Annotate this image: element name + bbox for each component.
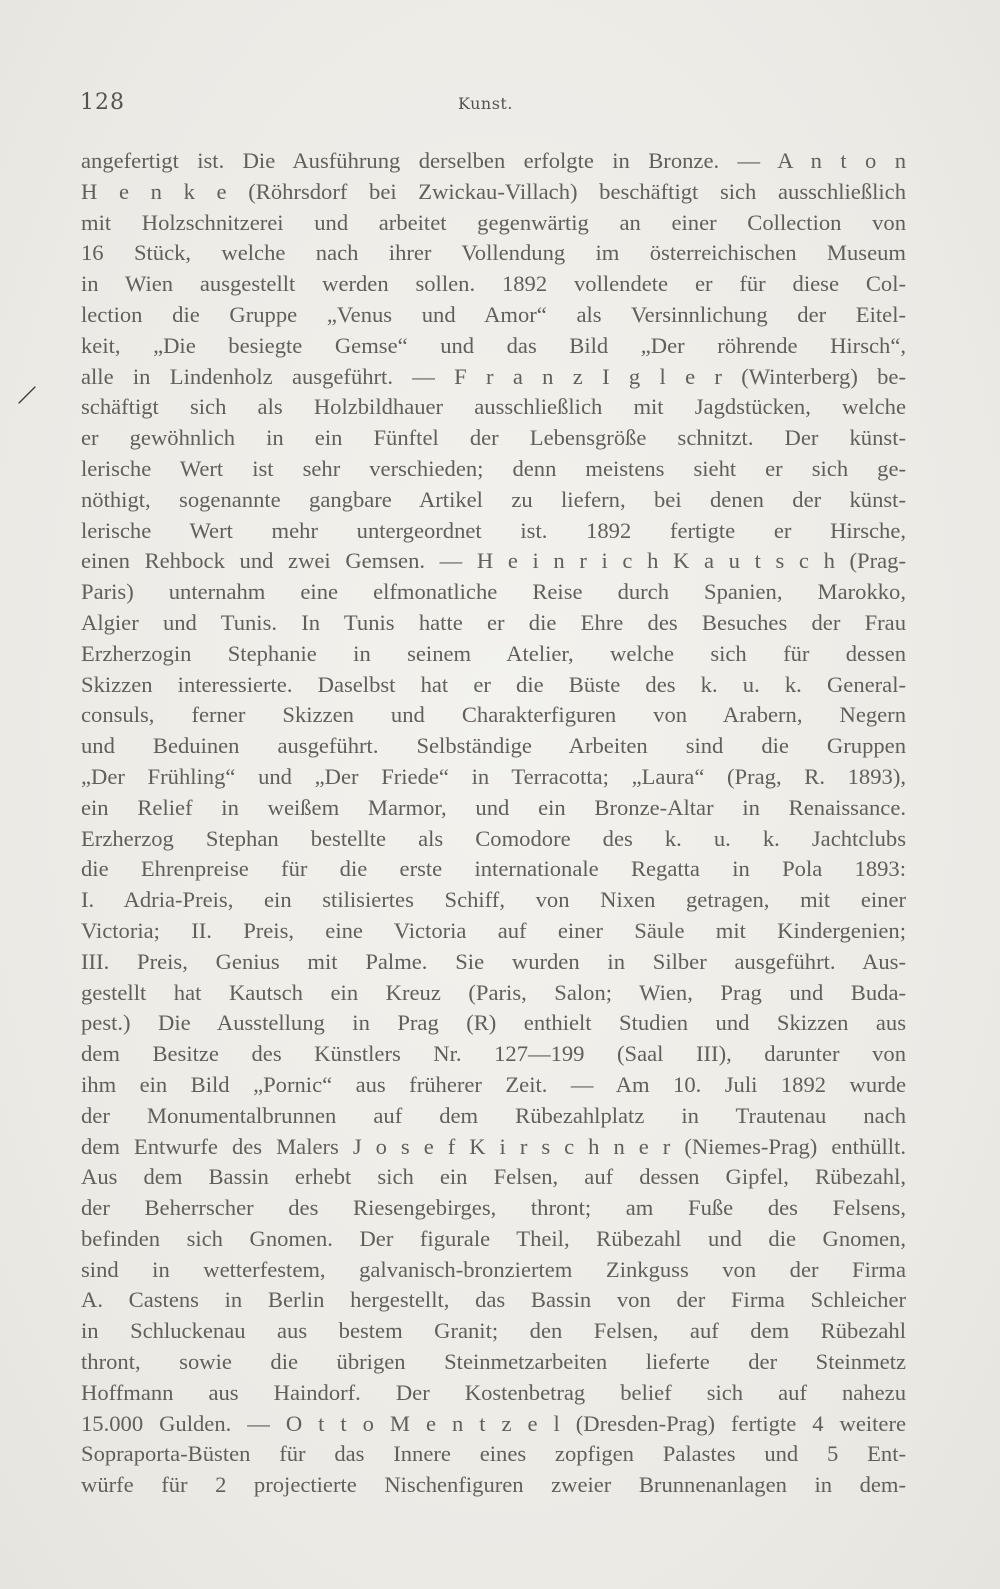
text-line: 15.000 Gulden. — O t t o M e n t z e l (Dresden-Prag) fertigte 4 weitere [81, 1410, 906, 1436]
text-line: Sopraporta-Büsten für das Innere eines zopfigen Palastes und 5 Ent- [81, 1441, 906, 1467]
text-line: Skizzen interessierte. Daselbst hat er die Büste des k. u. k. General- [81, 671, 906, 697]
text-line: keit, „Die besiegte Gemse“ und das Bild „Der röhrende Hirsch“, [81, 332, 906, 358]
text-line: in Wien ausgestellt werden sollen. 1892 vollendete er für diese Col- [81, 271, 906, 297]
text-line: angefertigt ist. Die Ausführung derselben erfolgte in Bronze. — A n t o n [81, 148, 906, 173]
running-head: Kunst. [458, 94, 513, 113]
text-line: schäftigt sich als Holzbildhauer ausschließlich mit Jagdstücken, welche [81, 394, 906, 420]
text-line: lerische Wert ist sehr verschieden; denn meistens sieht er sich ge- [81, 455, 906, 481]
text-line: würfe für 2 projectierte Nischenfiguren zweier Brunnenanlagen in dem- [81, 1472, 906, 1498]
text-line: H e n k e (Röhrsdorf bei Zwickau-Villach) beschäftigt sich ausschließlich [81, 178, 906, 204]
body-text [81, 146, 906, 1501]
text-line: I. Adria-Preis, ein stilisiertes Schiff, von Nixen getragen, mit einer [81, 887, 906, 913]
text-line: der Monumentalbrunnen auf dem Rübezahlplatz in Trautenau nach [81, 1102, 906, 1128]
text-line: thront, sowie die übrigen Steinmetzarbeiten lieferte der Steinmetz [81, 1349, 906, 1375]
text-line: er gewöhnlich in ein Fünftel der Lebensgröße schnitzt. Der künst- [81, 425, 906, 451]
text-line: ihm ein Bild „Pornic“ aus früherer Zeit. — Am 10. Juli 1892 wurde [81, 1071, 906, 1097]
text-line: in Schluckenau aus bestem Granit; den Felsen, auf dem Rübezahl [81, 1318, 906, 1344]
text-line: gestellt hat Kautsch ein Kreuz (Paris, Salon; Wien, Prag und Buda- [81, 979, 906, 1005]
pencil-margin-mark [16, 384, 38, 406]
text-line: mit Holzschnitzerei und arbeitet gegenwärtig an einer Collection von [81, 209, 906, 235]
text-line: Victoria; II. Preis, eine Victoria auf einer Säule mit Kindergenien; [81, 917, 906, 943]
text-line: III. Preis, Genius mit Palme. Sie wurden in Silber ausgeführt. Aus- [81, 948, 906, 974]
text-line: A. Castens in Berlin hergestellt, das Bassin von der Firma Schleicher [81, 1287, 906, 1313]
text-line: einen Rehbock und zwei Gemsen. — H e i n r i c h K a u t s c h (Prag- [81, 548, 906, 574]
text-line: alle in Lindenholz ausgeführt. — F r a n z I g l e r (Winterberg) be- [81, 363, 906, 389]
text-line: ein Relief in weißem Marmor, und ein Bronze-Altar in Renaissance. [81, 794, 906, 820]
text-line: nöthigt, sogenannte gangbare Artikel zu liefern, bei denen der künst- [81, 486, 906, 512]
page-header [80, 90, 905, 120]
text-line: consuls, ferner Skizzen und Charakterfiguren von Arabern, Negern [81, 702, 906, 728]
text-line: Algier und Tunis. In Tunis hatte er die Ehre des Besuches der Frau [81, 609, 906, 635]
text-line: Hoffmann aus Haindorf. Der Kostenbetrag belief sich auf nahezu [81, 1379, 906, 1405]
text-line: Erzherzog Stephan bestellte als Comodore des k. u. k. Jachtclubs [81, 825, 906, 851]
text-line: lection die Gruppe „Venus und Amor“ als Versinnlichung der Eitel- [81, 301, 906, 327]
text-line: befinden sich Gnomen. Der figurale Theil, Rübezahl und die Gnomen, [81, 1225, 906, 1251]
text-line: und Beduinen ausgeführt. Selbständige Arbeiten sind die Gruppen [81, 733, 906, 759]
text-line: dem Besitze des Künstlers Nr. 127—199 (Saal III), darunter von [81, 1041, 906, 1067]
text-line: Aus dem Bassin erhebt sich ein Felsen, auf dessen Gipfel, Rübezahl, [81, 1164, 906, 1190]
page-number: 128 [80, 90, 125, 115]
text-line: sind in wetterfestem, galvanisch-bronziertem Zinkguss von der Firma [81, 1256, 906, 1282]
text-line: „Der Frühling“ und „Der Friede“ in Terracotta; „Laura“ (Prag, R. 1893), [81, 763, 906, 789]
text-line: dem Entwurfe des Malers J o s e f K i r s c h n e r (Niemes-Prag) enthüllt. [81, 1133, 906, 1159]
text-line: Paris) unternahm eine elfmonatliche Reise durch Spanien, Marokko, [81, 579, 906, 605]
text-line: die Ehrenpreise für die erste internationale Regatta in Pola 1893: [81, 856, 906, 882]
text-line: Erzherzogin Stephanie in seinem Atelier, welche sich für dessen [81, 640, 906, 666]
text-line: lerische Wert mehr untergeordnet ist. 1892 fertigte er Hirsche, [81, 517, 906, 543]
text-line: pest.) Die Ausstellung in Prag (R) enthielt Studien und Skizzen aus [81, 1010, 906, 1036]
text-line: 16 Stück, welche nach ihrer Vollendung im österreichischen Museum [81, 240, 906, 266]
text-line: der Beherrscher des Riesengebirges, thront; am Fuße des Felsens, [81, 1195, 906, 1221]
